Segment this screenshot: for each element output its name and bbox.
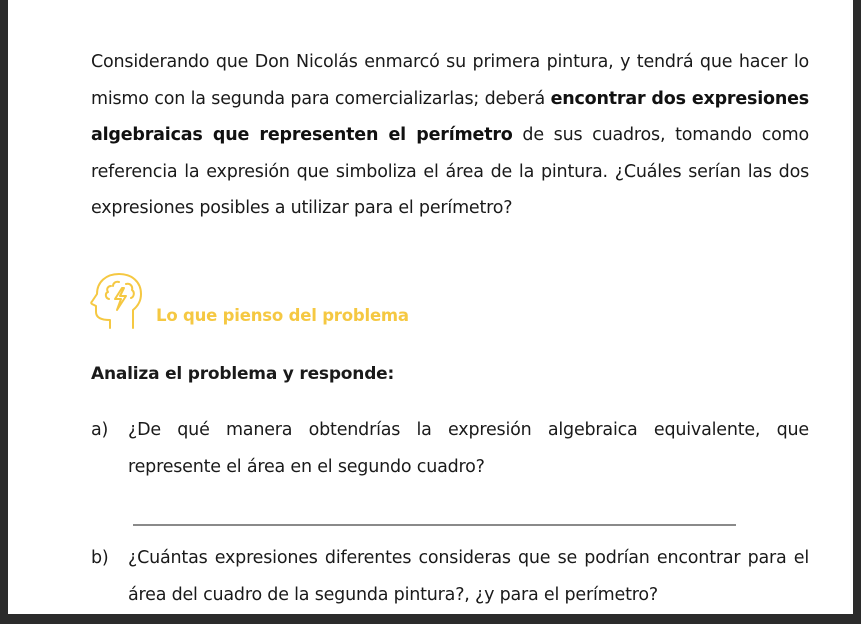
document-page xyxy=(8,0,853,614)
question-text: ¿De qué manera obtendrías la expresión algebraica equivalente, que represente el área en el segundo cuadro? xyxy=(128,420,809,477)
question-a xyxy=(91,412,809,485)
question-marker: a) xyxy=(91,420,109,440)
problem-statement xyxy=(91,44,809,227)
intro-text-part2: de sus cuadros, tomando como referencia la expresión que simboliza el área de la pintura. ¿Cuáles serían las dos expresiones posibles a utilizar para el perímetro? xyxy=(91,125,810,218)
question-b xyxy=(91,540,809,613)
question-marker: b) xyxy=(91,548,109,568)
section-header xyxy=(86,268,486,332)
question-text: ¿Cuántas expresiones diferentes consideras que se podrían encontrar para el área del cuadro de la segunda pintura?, ¿y para el perímetro? xyxy=(128,548,809,605)
head-lightning-icon xyxy=(86,268,148,330)
answer-line[interactable] xyxy=(133,524,736,526)
intro-bold-text: encontrar dos expresiones algebraicas que representen el perímetro xyxy=(91,88,809,145)
section-title: Lo que pienso del problema xyxy=(156,306,409,325)
instruction-heading: Analiza el problema y responde: xyxy=(91,364,395,384)
intro-text-part1: Considerando que Don Nicolás enmarcó su primera pintura, y tendrá que hacer lo mismo con la segunda para comercializarlas; deberá xyxy=(91,52,809,109)
